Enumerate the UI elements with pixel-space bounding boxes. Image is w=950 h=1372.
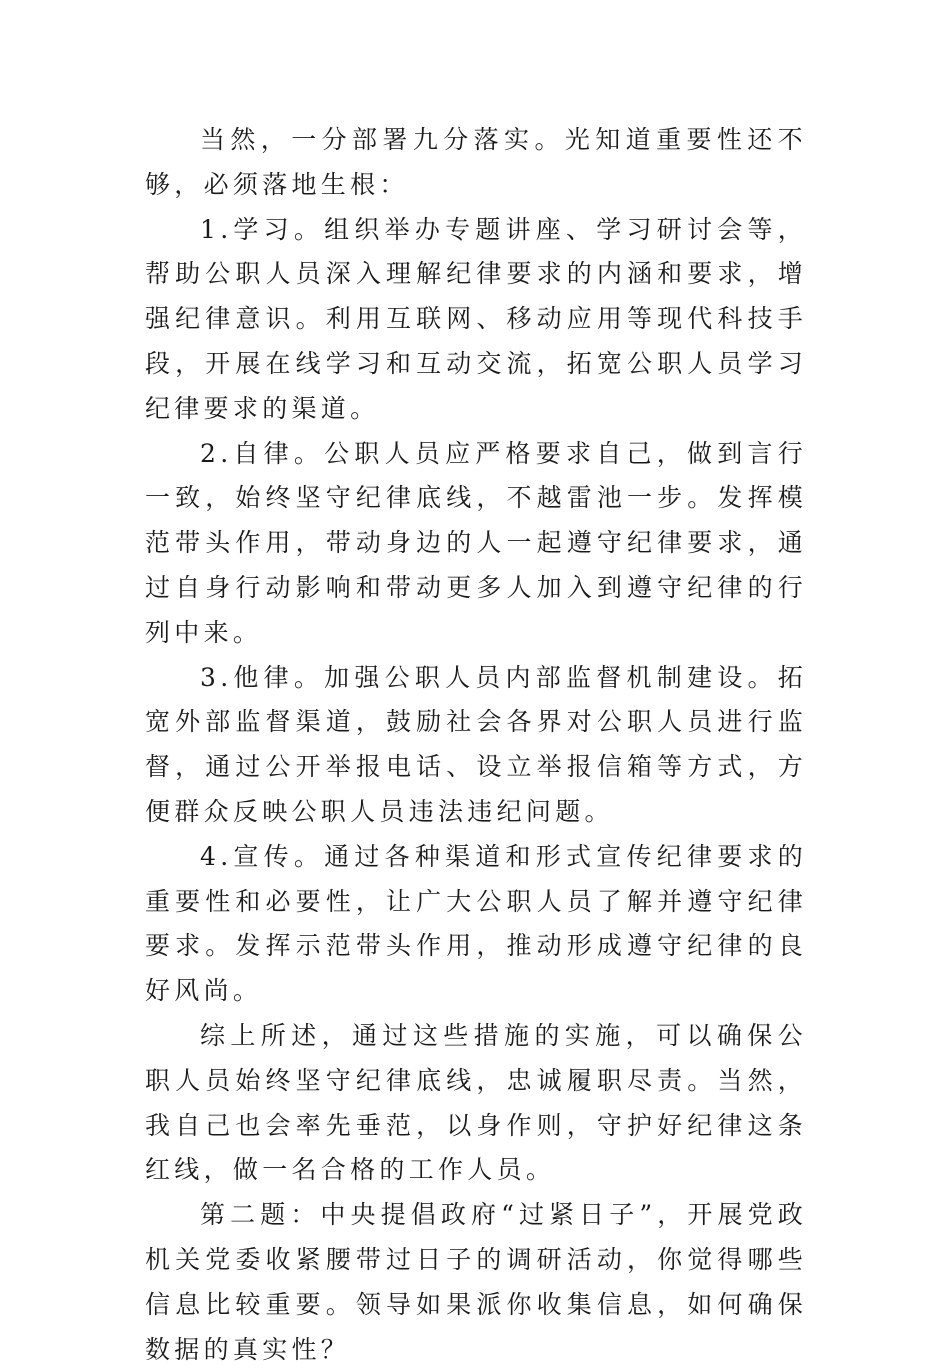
document-body xyxy=(145,118,807,1372)
paragraph-self-discipline: 2.自律。公职人员应严格要求自己，做到言行一致，始终坚守纪律底线，不越雷池一步。发挥模范带头作用，带动身边的人一起遵守纪律要求，通过自身行动影响和带动更多人加入到遵守纪律的行列中来。 xyxy=(145,438,807,647)
paragraph-external-supervision: 3.他律。加强公职人员内部监督机制建设。拓宽外部监督渠道，鼓励社会各界对公职人员进行监督，通过公开举报电话、设立举报信箱等方式，方便群众反映公职人员违法违纪问题。 xyxy=(145,662,807,826)
paragraph-publicity: 4.宣传。通过各种渠道和形式宣传纪律要求的重要性和必要性，让广大公职人员了解并遵守纪律要求。发挥示范带头作用，推动形成遵守纪律的良好风尚。 xyxy=(145,841,807,1006)
paragraph-question-two: 第二题：中央提倡政府“过紧日子”，开展党政机关党委收紧腰带过日子的调研活动，你觉得哪些信息比较重要。领导如果派你收集信息，如何确保数据的真实性？ xyxy=(145,1200,807,1364)
paragraph-intro: 当然，一分部署九分落实。光知道重要性还不够，必须落地生根： xyxy=(145,125,807,199)
paragraph-summary: 综上所述，通过这些措施的实施，可以确保公职人员始终坚守纪律底线，忠诚履职尽责。当然，我自己也会率先垂范，以身作则，守护好纪律这条红线，做一名合格的工作人员。 xyxy=(145,1020,807,1185)
paragraph-study: 1.学习。组织举办专题讲座、学习研讨会等，帮助公职人员深入理解纪律要求的内涵和要求，增强纪律意识。利用互联网、移动应用等现代科技手段，开展在线学习和互动交流，拓宽公职人员学习纪律要求的渠道。 xyxy=(145,214,807,423)
